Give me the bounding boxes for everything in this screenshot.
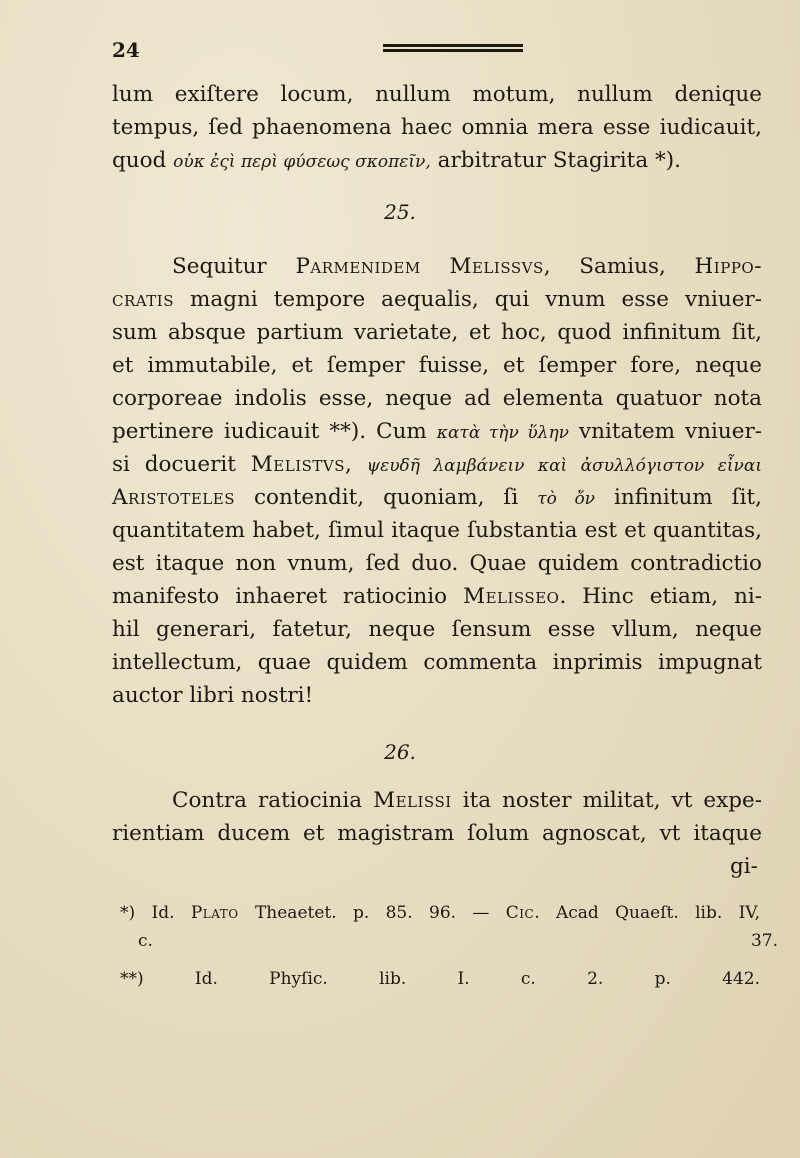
text-line: lum exiſtere locum, nullum motum, nullum denique: [112, 82, 762, 107]
text-line: pertinere iudicauit **). Cum κατὰ τὴν ὕλην vnitatem vniuer-: [112, 419, 763, 444]
section-number: 25.: [384, 200, 416, 224]
greek-text: οὐκ ἐςὶ περὶ φύσεως σκοπεῖν,: [173, 152, 431, 172]
text-line: sum absque partium varietate, et hoc, quod infinitum ſit,: [112, 320, 762, 345]
text-line: intellectum, quae quidem commenta inprimis impugnat: [112, 650, 762, 675]
text-line: cratis magni tempore aequalis, qui vnum esse vniuer-: [112, 287, 762, 312]
text-line: quantitatem habet, ſimul itaque ſubstantia est et quantitas,: [112, 518, 762, 543]
text-line: corporeae indolis esse, neque ad elementa quatuor nota: [112, 386, 762, 411]
text-line: auctor libri nostri!: [112, 683, 314, 708]
section-number: 26.: [384, 740, 416, 764]
text-line: rientiam ducem et magistram ſolum agnoscat, vt itaque: [112, 821, 762, 846]
greek-text: ψευδῆ λαμβάνειν καὶ ἀσυλλόγιστον εἶναι: [366, 456, 762, 476]
page-number: 24: [112, 38, 140, 62]
text-line: quod οὐκ ἐςὶ περὶ φύσεως σκοπεῖν, arbitratur Stagirita *).: [112, 148, 681, 173]
text-line: tempus, ſed phaenomena haec omnia mera esse iudicauit,: [112, 115, 762, 140]
footnote: **) Id. Phyſic. lib. I. c. 2. p. 442.: [120, 969, 760, 989]
text-line: Contra ratiocinia Melissi ita noster militat, vt expe-: [172, 788, 762, 813]
catchword: gi-: [730, 854, 758, 879]
footnote: c. 37.: [138, 931, 778, 951]
text-line: si docuerit Melistvs, ψευδῆ λαμβάνειν καὶ ἀσυλλόγιστον εἶναι: [112, 452, 762, 477]
text-line: hil generari, fatetur, neque ſensum esse vllum, neque: [112, 617, 762, 642]
text-line: Sequitur Parmenidem Melissvs, Samius, Hippo-: [172, 254, 762, 279]
text-line: est itaque non vnum, ſed duo. Quae quidem contradictio: [112, 551, 762, 576]
text-line: manifesto inhaeret ratiocinio Melisseo. Hinc etiam, ni-: [112, 584, 763, 609]
text-line: et immutabile, et ſemper fuisse, et ſemper fore, neque: [112, 353, 762, 378]
header-ornament: [383, 44, 523, 52]
greek-text: κατὰ τὴν ὕλην: [436, 423, 569, 443]
greek-text: τὸ ὄν: [537, 489, 596, 509]
text-line: Aristoteles contendit, quoniam, ſi τὸ ὄν infinitum ſit,: [112, 485, 762, 510]
footnote: *) Id. Plato Theaetet. p. 85. 96. — Cic. Acad Quaeſt. lib. IV,: [120, 903, 761, 923]
